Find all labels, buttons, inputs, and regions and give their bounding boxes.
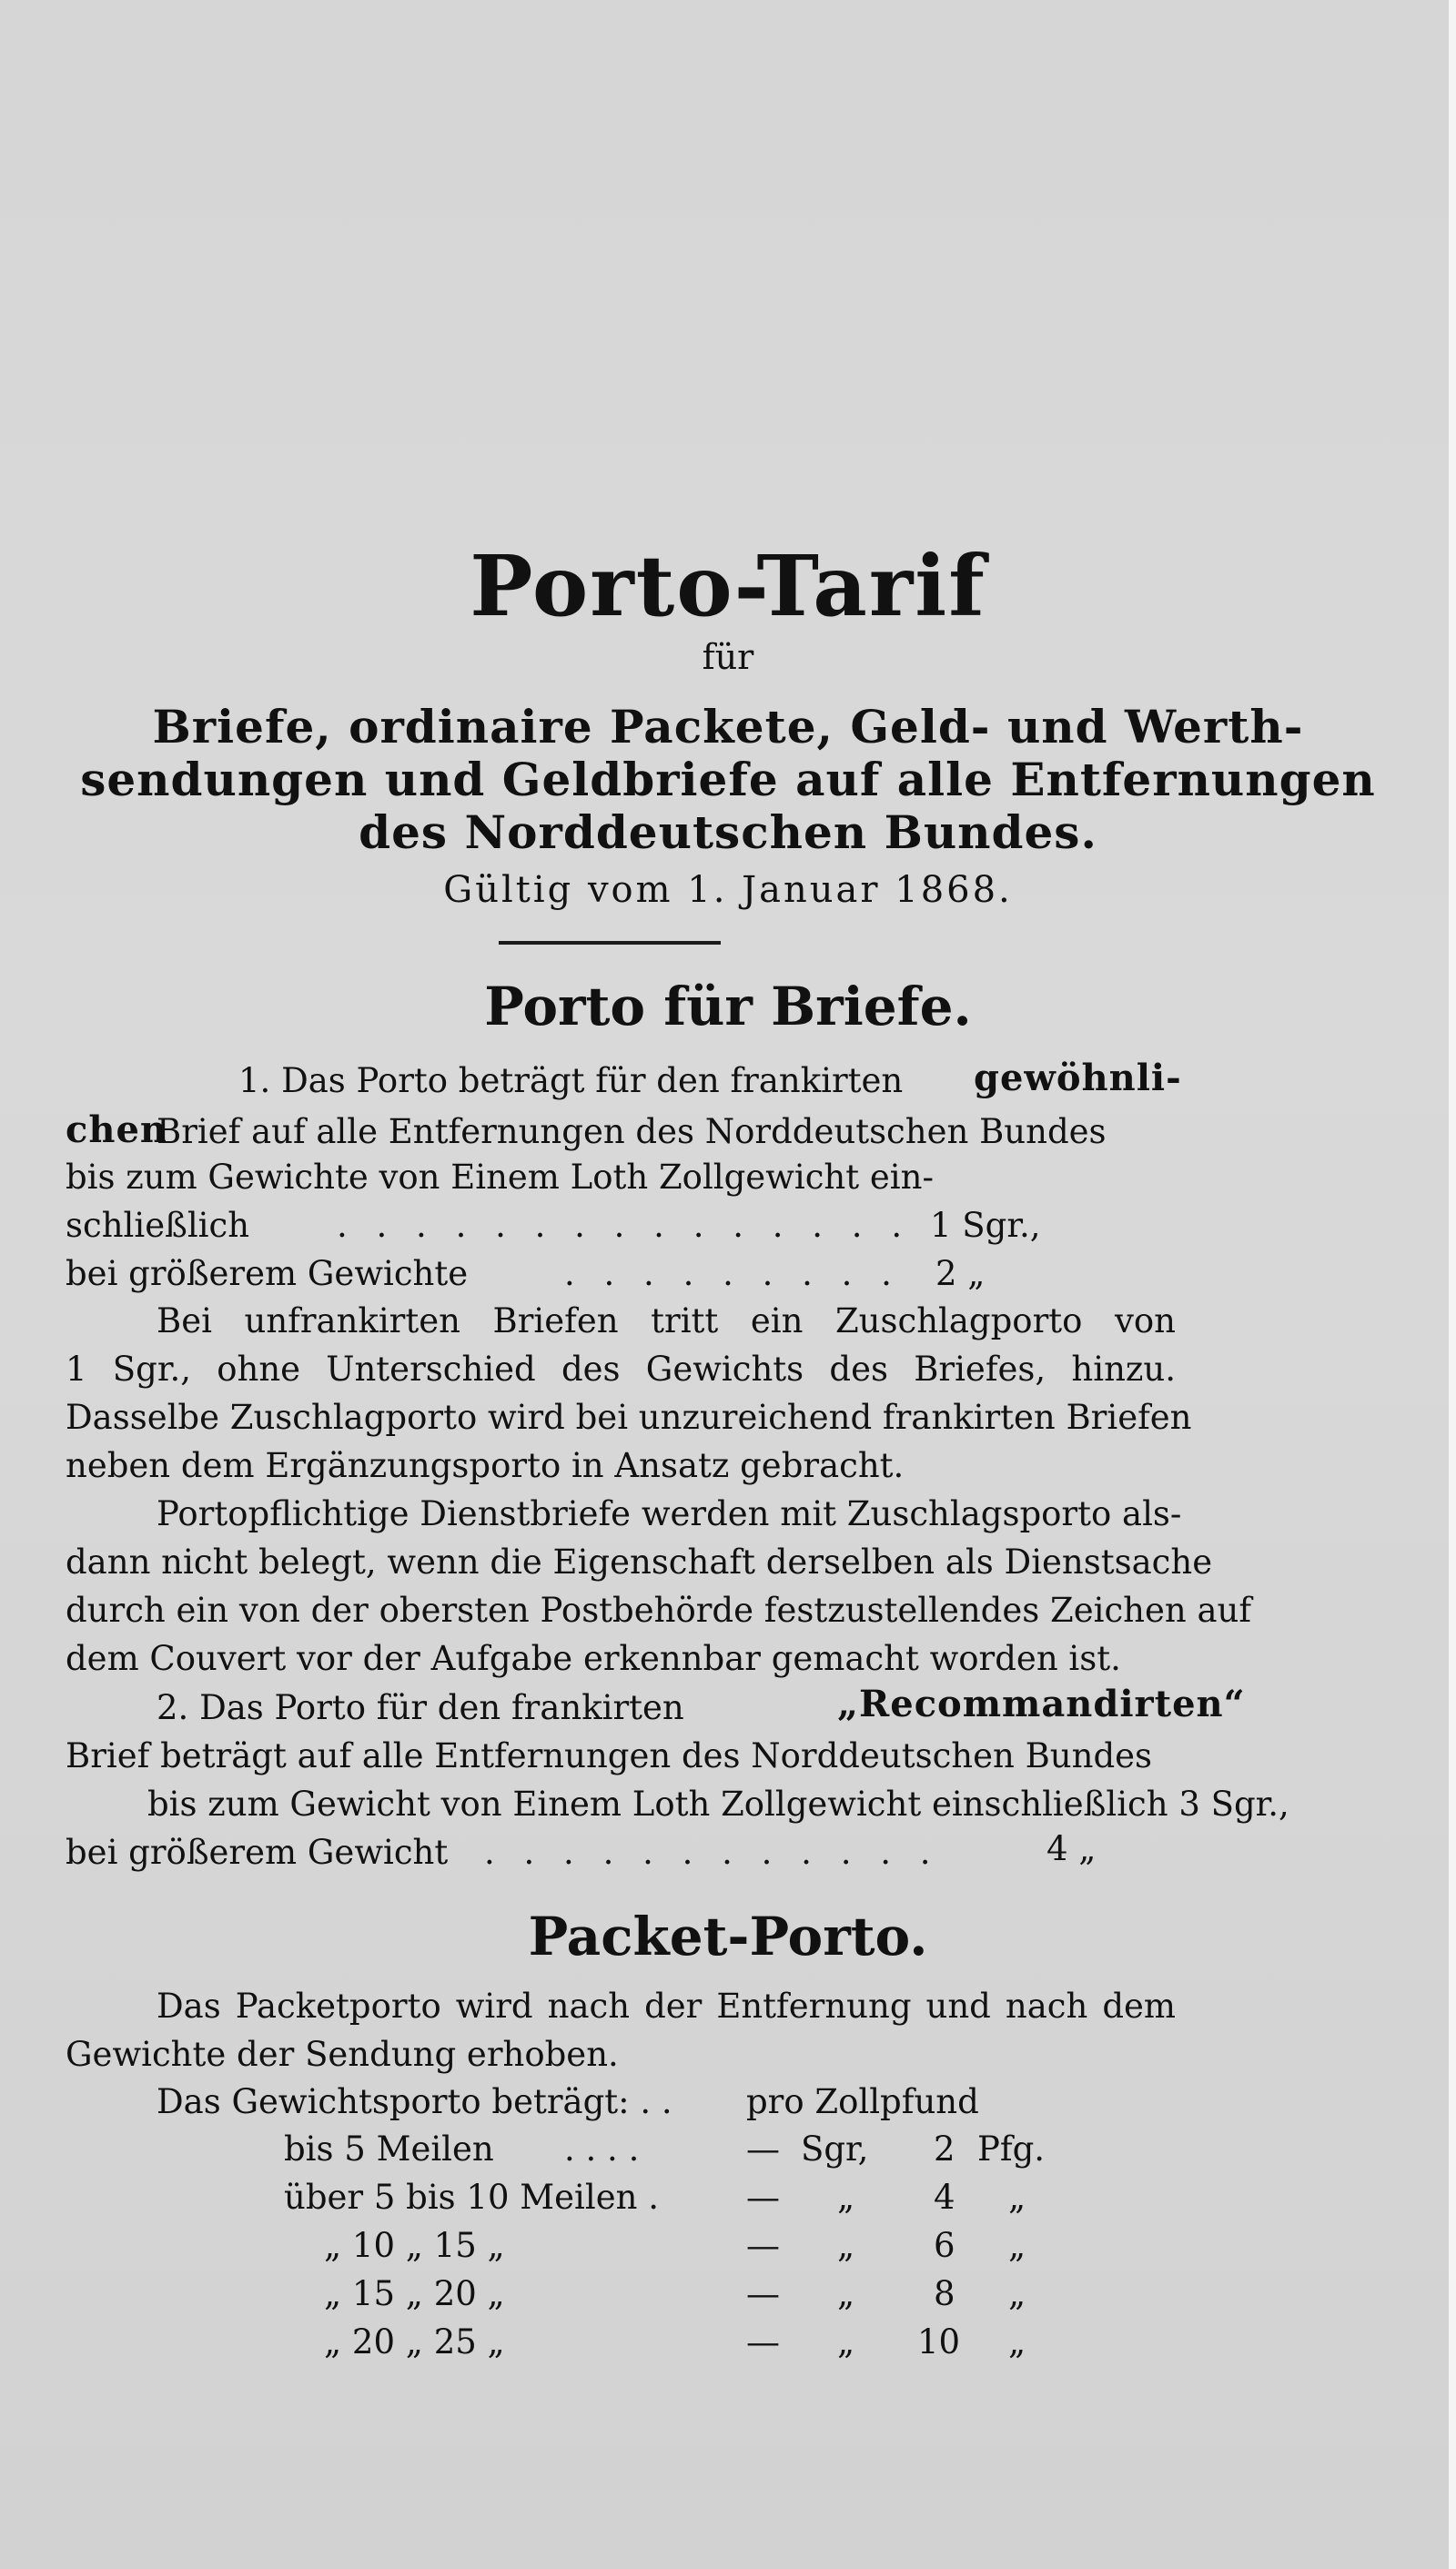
title-connector: für (702, 637, 754, 677)
text-line: Portopflichtige Dienstbriefe werden mit Zuschlagsporto als- (157, 1494, 1182, 1533)
text-line: 4 „ (1046, 1829, 1097, 1868)
text-line: bis zum Gewichte von Einem Loth Zollgewicht ein- (66, 1158, 934, 1197)
text-line: schließlich (66, 1206, 250, 1245)
text-line: Gewichte der Sendung erhoben. (66, 2035, 619, 2074)
value-cell: 10 (917, 2322, 961, 2362)
text-line: bei größerem Gewicht (66, 1833, 449, 1872)
page-edge (1449, 0, 1456, 2569)
table-head-unit: pro Zollpfund (746, 2082, 979, 2121)
dash-cell: — (746, 2226, 780, 2265)
dash-cell: — (746, 2178, 780, 2217)
dash-cell: — (746, 2129, 780, 2169)
emphasis-text: gewöhnli- (974, 1057, 1182, 1099)
text-line: Dasselbe Zuschlagporto wird bei unzureichend frankirten Briefen (66, 1398, 1192, 1437)
pfg-cell: „ (1008, 2178, 1026, 2217)
pfg-cell: „ (1008, 2274, 1026, 2313)
value-cell: 4 (934, 2178, 956, 2217)
distance-cell: „ 20 „ 25 „ (324, 2322, 505, 2362)
document-title: Porto-Tarif (470, 537, 986, 635)
text-line: Das Packetporto wird nach der Entfernung und nach dem (157, 1987, 1176, 2026)
document-subtitle (0, 701, 1456, 859)
subtitle-line: Briefe, ordinaire Packete, Geld- und Werth- (152, 700, 1304, 754)
subtitle-line: sendungen und Geldbriefe auf alle Entfernungen (80, 753, 1376, 806)
value-cell: 2 (934, 2129, 956, 2169)
emphasis-text: chen (66, 1108, 167, 1151)
section-heading-packets: Packet-Porto. (528, 1906, 928, 1967)
leader-dots: . . . . . . . . . . . . (484, 1833, 940, 1872)
pfg-cell: „ (1008, 2322, 1026, 2362)
pfg-cell: Pfg. (977, 2129, 1046, 2169)
dash-cell: — (746, 2274, 780, 2313)
text-line: bei größerem Gewichte (66, 1254, 469, 1293)
text-line: 2. Das Porto für den frankirten (157, 1688, 684, 1727)
validity-date: Gültig vom 1. Januar 1868. (443, 869, 1013, 911)
emphasis-text: „Recommandirten“ (837, 1683, 1246, 1725)
divider-rule (499, 941, 721, 945)
sgr-cell: „ (837, 2322, 855, 2362)
text-line: 1 Sgr., ohne Unterschied des Gewichts des Briefes, hinzu. (66, 1350, 1176, 1389)
text-line: dem Couvert vor der Aufgabe erkennbar gemacht worden ist. (66, 1639, 1121, 1678)
value-cell: 6 (934, 2226, 956, 2265)
text-line: neben dem Ergänzungsporto in Ansatz gebracht. (66, 1446, 905, 1485)
table-head-label: Das Gewichtsporto beträgt: . . (157, 2082, 672, 2121)
text-line: Bei unfrankirten Briefen tritt ein Zuschlagporto von (157, 1301, 1176, 1340)
pfg-cell: „ (1008, 2226, 1026, 2265)
text-line: durch ein von der obersten Postbehörde festzustellendes Zeichen auf (66, 1591, 1252, 1630)
text-line: Brief auf alle Entfernungen des Norddeutschen Bundes (157, 1112, 1107, 1151)
distance-cell: „ 15 „ 20 „ (324, 2274, 505, 2313)
leader-dots: . . . . (564, 2129, 640, 2169)
distance-cell: über 5 bis 10 Meilen . (284, 2178, 659, 2217)
sgr-cell: Sgr, (801, 2129, 869, 2169)
text-line: 2 „ (935, 1254, 986, 1293)
value-cell: 8 (934, 2274, 956, 2313)
distance-cell: „ 10 „ 15 „ (324, 2226, 505, 2265)
text-line: 1. Das Porto beträgt für den frankirten (238, 1061, 904, 1100)
distance-cell: bis 5 Meilen (284, 2129, 494, 2169)
sgr-cell: „ (837, 2274, 855, 2313)
dash-cell: — (746, 2322, 780, 2362)
sgr-cell: „ (837, 2178, 855, 2217)
subtitle-line: des Norddeutschen Bundes. (359, 805, 1097, 859)
text-line: bis zum Gewicht von Einem Loth Zollgewicht einschließlich 3 Sgr., (147, 1785, 1289, 1824)
leader-dots: . . . . . . . . . . . . . . . (337, 1206, 912, 1245)
section-heading-letters: Porto für Briefe. (484, 976, 972, 1037)
leader-dots: . . . . . . . . . (564, 1254, 901, 1293)
sgr-cell: „ (837, 2226, 855, 2265)
text-line: 1 Sgr., (930, 1206, 1041, 1245)
text-line: dann nicht belegt, wenn die Eigenschaft derselben als Dienstsache (66, 1542, 1213, 1582)
text-line: Brief beträgt auf alle Entfernungen des Norddeutschen Bundes (66, 1736, 1153, 1775)
